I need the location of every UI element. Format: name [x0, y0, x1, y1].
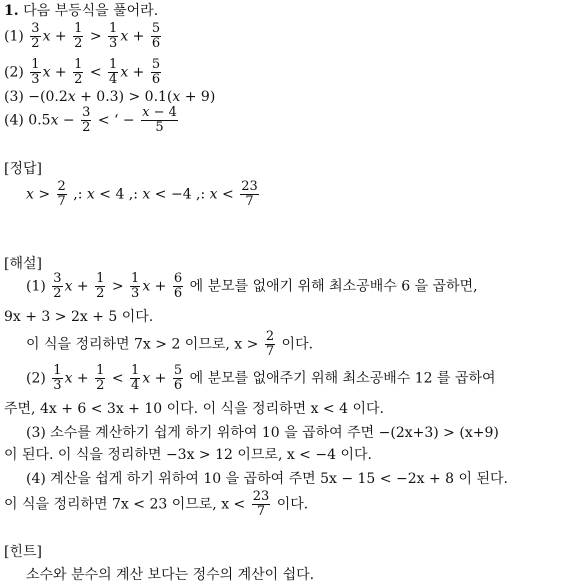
explanation-p1-line3: 이 식을 정리하면 7x > 2 이므로, x > $\frac{2}{7}$ 이다.: [26, 329, 314, 359]
explanation-p3-line2: 이 된다. 이 식을 정리하면 −3x > 12 이므로, x < −4 이다.: [4, 447, 372, 463]
problem-header: [4, 2, 158, 20]
explanation-p3-line1: (3) 소수를 계산하기 쉽게 하기 위하여 10 을 곱하여 주면 −(2x+3) > (x+9): [26, 425, 499, 441]
explanation-p1-line2: 9x + 3 > 2x + 5 이다.: [4, 309, 154, 325]
explanation-p4-line1: (4) 계산을 쉽게 하기 위하여 10 을 곱하여 주면 5x − 15 < −2x + 8 이 된다.: [26, 471, 508, 487]
answer-heading: [정답]: [4, 161, 42, 177]
hint-text: 소수와 분수의 계산 보다는 정수의 계산이 쉽다.: [26, 567, 315, 583]
item-label: (3): [4, 89, 24, 105]
explanation-p2-line2: 주면, 4x + 6 < 3x + 10 이다. 이 식을 정리하면 x < 4 이다.: [4, 401, 384, 417]
explanation-p2-line1: (2) $\frac{1}{3}$ x + $\frac{1}{2}$ < $\frac{1}{4}$ x + $\frac{5}{6}$ 에 분모를 없애주기 위해 최소공배수 12 를 곱하여: [26, 363, 496, 393]
item-label: (1): [4, 28, 24, 45]
problem-item-2: (2) $\frac{1}{3}$ x + $\frac{1}{2}$ < $\frac{1}{4}$ x + $\frac{5}{6}$: [4, 57, 161, 87]
explanation-p1-line1: (1) $\frac{3}{2}$ x + $\frac{1}{2}$ > $\frac{1}{3}$ x + $\frac{6}{6}$ 에 분모를 없애기 위해 최소공배수 6 을 곱하면,: [26, 271, 478, 301]
problem-item-4: (4) 0.5x − $\frac{3}{2}$ < ‘ − $\frac{x - 4}{5}$: [4, 105, 177, 135]
hint-heading: [힌트]: [4, 544, 42, 560]
explanation-heading: [해설]: [4, 256, 42, 272]
explanation-p4-line2: 이 식을 정리하면 7x < 23 이므로, x < $\frac{23}{7}$ 이다.: [4, 489, 309, 519]
item-label: (2): [4, 64, 24, 81]
problem-title: 다음 부등식을 풀어라.: [23, 3, 159, 19]
item-label: (4): [4, 112, 24, 129]
answer-line: x > $\frac{2}{7}$ ,: x < 4 ,: x < −4 ,: x < $\frac{23}{7}$: [26, 179, 258, 209]
problem-item-3: (3) −(0.2x + 0.3) > 0.1(x + 9): [4, 89, 216, 105]
problem-item-1: (1) $\frac{3}{2}$ x + $\frac{1}{2}$ > $\frac{1}{3}$ x + $\frac{5}{6}$: [4, 21, 161, 51]
problem-number: 1.: [4, 3, 19, 19]
